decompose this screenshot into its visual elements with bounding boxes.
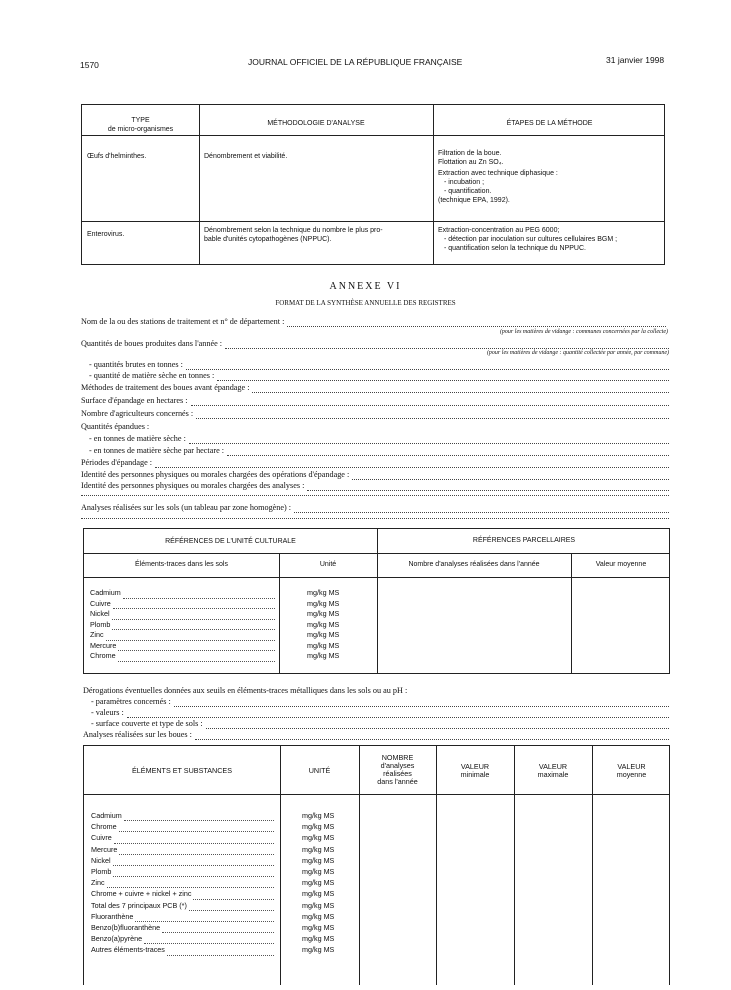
field-label: - quantité de matière sèche en tonnes : — [89, 371, 215, 380]
field-values — [91, 708, 669, 718]
field-label: Analyses réalisées sur les sols (un tableau par zone homogène) : — [81, 503, 292, 512]
step: - détection par inoculation sur cultures cellulaires BGM ; — [442, 236, 618, 243]
col-count-header: Nombre d'analyses réalisées dans l'année — [408, 561, 540, 568]
table-row — [91, 922, 274, 933]
table-row — [90, 651, 275, 662]
field-label: Méthodes de traitement des boues avant épandage : — [81, 383, 250, 392]
unit-cell: mg/kg MS — [302, 889, 335, 899]
field-analysts — [81, 481, 669, 491]
col-min-header: VALEUR minimale — [460, 762, 490, 779]
table-row — [90, 588, 275, 599]
table-row — [90, 599, 275, 610]
page-number: 1570 — [80, 60, 99, 70]
table-row — [90, 630, 275, 641]
element-name: Cadmium — [91, 811, 122, 820]
element-name: Plomb — [90, 619, 111, 629]
element-name: Chrome + cuivre + nickel + zinc — [91, 889, 192, 899]
journal-title: JOURNAL OFFICIEL DE LA RÉPUBLIQUE FRANÇAISE — [248, 57, 463, 67]
col-elements-header: Éléments-traces dans les sols — [135, 561, 228, 568]
unit-cell: mg/kg MS — [302, 900, 335, 910]
unit-cell: mg/kg MS — [302, 867, 335, 877]
microorganism-table — [81, 104, 665, 265]
field-label: - en tonnes de matière sèche par hectare : — [89, 446, 225, 455]
field-stations — [81, 317, 666, 327]
table-row — [91, 810, 274, 821]
unit-cell: mg/kg MS — [302, 844, 335, 854]
ref-unit-header: RÉFÉRENCES DE L'UNITÉ CULTURALE — [165, 538, 296, 545]
table-row — [91, 866, 274, 877]
col-avg-header: VALEUR moyenne — [616, 762, 647, 779]
unit-cell: mg/kg MS — [307, 588, 340, 597]
soil-analysis-table — [83, 528, 670, 674]
field-parameters — [91, 697, 669, 707]
element-name: Nickel — [90, 609, 110, 618]
field-methods — [81, 383, 669, 393]
unit-cell: mg/kg MS — [302, 878, 335, 888]
unit-cell: mg/kg MS — [307, 630, 340, 639]
field-label: Nom de la ou des stations de traitement et n° de département : — [81, 317, 285, 326]
sludge-units — [302, 810, 334, 956]
table-row — [91, 911, 274, 922]
field-label: Identité des personnes physiques ou morales chargées des analyses : — [81, 481, 305, 490]
unit-cell: mg/kg MS — [302, 822, 335, 832]
field-dry-matter-ha — [89, 446, 669, 456]
element-name: Cadmium — [90, 588, 121, 597]
col-method-header: MÉTHODOLOGIE D'ANALYSE — [267, 120, 365, 127]
field-label: - quantités brutes en tonnes : — [89, 360, 183, 369]
step: - quantification selon la technique du NPPUC. — [442, 245, 586, 252]
note-vidange-quantity: (pour les matières de vidange : quantité collectée par année, par commune) — [486, 350, 669, 356]
unit-cell: mg/kg MS — [307, 619, 340, 629]
table-row — [90, 609, 275, 620]
field-quantities — [81, 339, 669, 349]
row1-method: Dénombrement et viabilité. — [204, 153, 288, 160]
row1-steps — [438, 149, 558, 205]
step: (technique EPA, 1992). — [438, 197, 510, 204]
ref-parcel-header: RÉFÉRENCES PARCELLAIRES — [472, 537, 576, 544]
step: Extraction-concentration au PEG 6000; — [438, 227, 560, 234]
step: - incubation ; — [442, 179, 485, 186]
col-steps-header: ÉTAPES DE LA MÉTHODE — [506, 120, 593, 127]
row2-type: Enterovirus. — [87, 231, 125, 238]
table-row — [91, 821, 274, 832]
field-label: Quantités de boues produites dans l'année : — [81, 339, 223, 348]
element-name: Cuivre — [91, 833, 112, 843]
step: - quantification. — [442, 188, 492, 195]
field-spread-quantities — [81, 422, 149, 432]
field-periods — [81, 458, 669, 468]
field-label: Quantités épandues : — [81, 422, 150, 431]
element-name: Mercure — [90, 640, 117, 650]
element-name: Benzo(b)fluoranthène — [91, 923, 161, 933]
element-name: Zinc — [90, 630, 104, 639]
soil-rows — [90, 588, 275, 662]
row1-type: Œufs d'helminthes. — [87, 153, 147, 160]
unit-cell: mg/kg MS — [307, 598, 340, 608]
unit-cell: mg/kg MS — [302, 811, 335, 820]
field-label: Nombre d'agriculteurs concernés : — [81, 409, 194, 418]
sludge-rows — [91, 810, 274, 956]
element-name: Nickel — [91, 855, 111, 865]
step: Filtration de la boue. — [438, 150, 502, 157]
table-row — [91, 844, 274, 855]
field-label: - paramètres concernés : — [91, 697, 171, 706]
element-name: Chrome — [90, 651, 116, 660]
table-row — [91, 877, 274, 888]
table-row — [91, 832, 274, 843]
table-row — [91, 855, 274, 866]
unit-cell: mg/kg MS — [302, 911, 335, 921]
soil-units — [307, 588, 339, 662]
field-spreading-operators — [81, 470, 669, 480]
table-row — [91, 933, 274, 944]
table-row — [90, 620, 275, 631]
unit-cell: mg/kg MS — [302, 934, 335, 944]
col-unit-header: UNITÉ — [308, 766, 331, 775]
element-name: Zinc — [91, 878, 105, 888]
field-surface — [81, 396, 669, 406]
unit-cell: mg/kg MS — [302, 833, 335, 843]
col-count-header: NOMBRE d'analyses réalisées dans l'année — [377, 753, 418, 786]
field-raw-tonnes — [89, 360, 669, 370]
field-label: Dérogations éventuelles données aux seuils en éléments-traces métalliques dans les sols ou au pH : — [83, 686, 408, 695]
field-label: Analyses réalisées sur les boues : — [83, 730, 192, 739]
publication-date: 31 janvier 1998 — [606, 55, 665, 65]
row2-method: Dénombrement selon la technique du nombre le plus pro- bable d'unités cytopathogènes (NPPUC). — [204, 227, 383, 243]
table-row — [91, 900, 274, 911]
row2-steps — [438, 226, 617, 253]
field-label: Identité des personnes physiques ou morales chargées des opérations d'épandage : — [81, 470, 350, 479]
field-label: Périodes d'épandage : — [81, 458, 153, 467]
unit-cell: mg/kg MS — [307, 651, 340, 660]
col-type-header: TYPE de micro-organismes — [107, 117, 174, 133]
note-vidange-communes: (pour les matières de vidange : communes concernées par la collecte) — [499, 329, 668, 335]
step: Flottation au Zn SO₄. — [438, 159, 504, 166]
element-name: Chrome — [91, 822, 117, 832]
col-avg-header: Valeur moyenne — [595, 561, 647, 568]
field-label: - valeurs : — [91, 708, 124, 717]
field-soil-analyses — [81, 503, 669, 513]
field-dry-tonnes — [89, 371, 669, 381]
unit-cell: mg/kg MS — [302, 855, 335, 865]
field-surface-soils — [91, 719, 669, 729]
field-dry-matter — [89, 434, 669, 444]
table-row — [91, 944, 274, 955]
element-name: Mercure — [91, 844, 118, 854]
table-row — [90, 641, 275, 652]
element-name: Autres éléments-traces — [91, 945, 165, 955]
col-elements-substances: ÉLÉMENTS ET SUBSTANCES — [132, 766, 232, 775]
element-name: Plomb — [91, 867, 112, 877]
element-name: Total des 7 principaux PCB (*) — [91, 900, 187, 910]
unit-cell: mg/kg MS — [302, 923, 335, 933]
derogations-title — [83, 686, 407, 696]
field-sludge-analyses — [83, 730, 669, 740]
field-label: Surface d'épandage en hectares : — [81, 396, 188, 405]
field-farmers — [81, 409, 669, 419]
sludge-analysis-table — [83, 745, 670, 985]
element-name: Cuivre — [90, 598, 111, 608]
unit-cell: mg/kg MS — [307, 609, 340, 618]
col-max-header: VALEUR maximale — [537, 762, 569, 779]
field-label: - surface couverte et type de sols : — [91, 719, 203, 728]
element-name: Fluoranthène — [91, 911, 134, 921]
step: Extraction avec technique diphasique : — [438, 170, 558, 177]
unit-cell: mg/kg MS — [307, 640, 340, 650]
annexe-title: ANNEXE VI — [329, 281, 402, 292]
annexe-subtitle: FORMAT DE LA SYNTHÈSE ANNUELLE DES REGISTRES — [275, 299, 456, 307]
field-label: - en tonnes de matière sèche : — [89, 434, 186, 443]
element-name: Benzo(a)pyrène — [91, 934, 143, 944]
col-unit-header: Unité — [319, 561, 337, 568]
table-row — [91, 888, 274, 899]
unit-cell: mg/kg MS — [302, 945, 335, 955]
